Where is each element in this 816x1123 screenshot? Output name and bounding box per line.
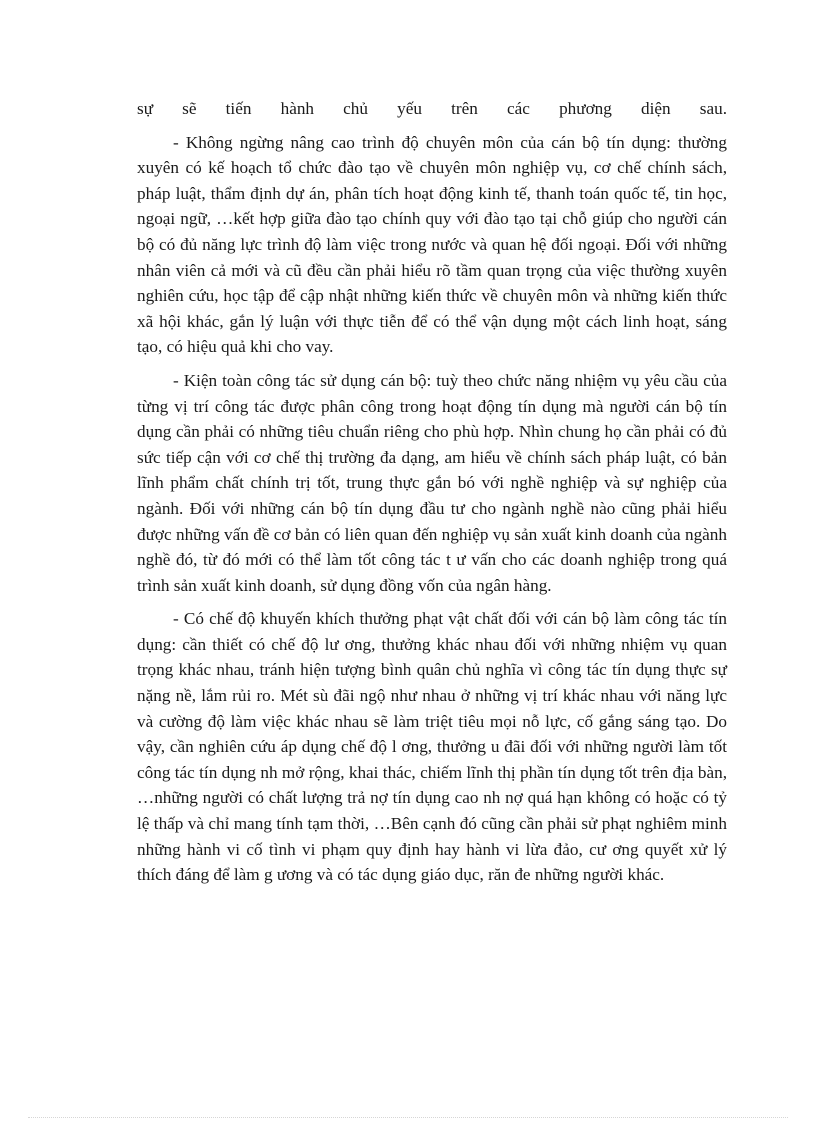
footer-divider [28,1117,788,1118]
paragraph-training: - Không ngừng nâng cao trình độ chuyên môn của cán bộ tín dụng: thường xuyên có kế hoạch tổ chức đào tạo về chuyên môn nghiệp vụ, cơ chế chính sách, pháp luật, thẩm định dự án, phân tích hoạt động kinh tế, thanh toán quốc tế, tin học, ngoại ngữ, …kết hợp giữa đào tạo chính quy với đào tạo tại chỗ giúp cho người cán bộ có đủ năng lực trình độ làm việc trong nước và quan hệ đối ngoại. Đối với những nhân viên cả mới và cũ đều cần phải hiểu rõ tầm quan trọng của việc thường xuyên nghiên cứu, học tập để cập nhật những kiến thức về chuyên môn và những kiến thức xã hội khác, gắn lý luận với thực tiễn để có thể vận dụng một cách linh hoạt, sáng tạo, có hiệu quả khi cho vay. [137,132,727,357]
document-page [137,96,727,896]
paragraph-staffing: - Kiện toàn công tác sử dụng cán bộ: tuỳ theo chức năng nhiệm vụ yêu cầu của từng vị trí công tác được phân công trong hoạt động tín dụng mà người cán bộ tín dụng cần phải có những tiêu chuẩn riêng cho phù hợp. Nhìn chung họ cần phải có đủ sức tiếp cận với cơ chế thị trường đa dạng, am hiểu về chính sách pháp luật, có bản lĩnh phẩm chất chính trị tốt, trung thực gắn bó với nghề nghiệp và sự nghiệp của ngành. Đối với những cán bộ tín dụng đầu tư cho ngành nghề nào cũng phải hiểu được những vấn đề cơ bản có liên quan đến nghiệp vụ sản xuất kinh doanh của ngành nghề đó, từ đó mới có thể làm tốt công tác t ư vấn cho các doanh nghiệp trong quá trình sản xuất kinh doanh, sử dụng đồng vốn của ngân hàng. [137,370,727,595]
paragraph-continuation: sự sẽ tiến hành chủ yếu trên các phương diện sau. [137,99,727,118]
paragraph-incentives: - Có chế độ khuyến khích thưởng phạt vật chất đối với cán bộ làm công tác tín dụng: cần thiết có chế độ lư ơng, thưởng khác nhau đối với những nhiệm vụ quan trọng khác nhau, tránh hiện tượng bình quân chủ nghĩa vì công tác tín dụng thực sự nặng nề, lắm rủi ro. Mét sù đãi ngộ như nhau ở những vị trí khác nhau với năng lực và cường độ làm việc khác nhau sẽ làm triệt tiêu mọi nỗ lực, cố gắng sáng tạo. Do vậy, cần nghiên cứu áp dụng chế độ l ơng, thưởng u đãi đối với những người làm tốt công tác tín dụng nh mở rộng, khai thác, chiếm lĩnh thị phần tín dụng tốt trên địa bàn, …những người có chất lượng trả nợ tín dụng cao nh nợ quá hạn không có hoặc có tỷ lệ thấp và chỉ mang tính tạm thời, …Bên cạnh đó cũng cần phải sử phạt nghiêm minh những hành vi cố tình vi phạm quy định hay hành vi lừa đảo, cư ơng quyết xử lý thích đáng để làm g ương và có tác dụng giáo dục, răn đe những người khác. [137,609,727,885]
